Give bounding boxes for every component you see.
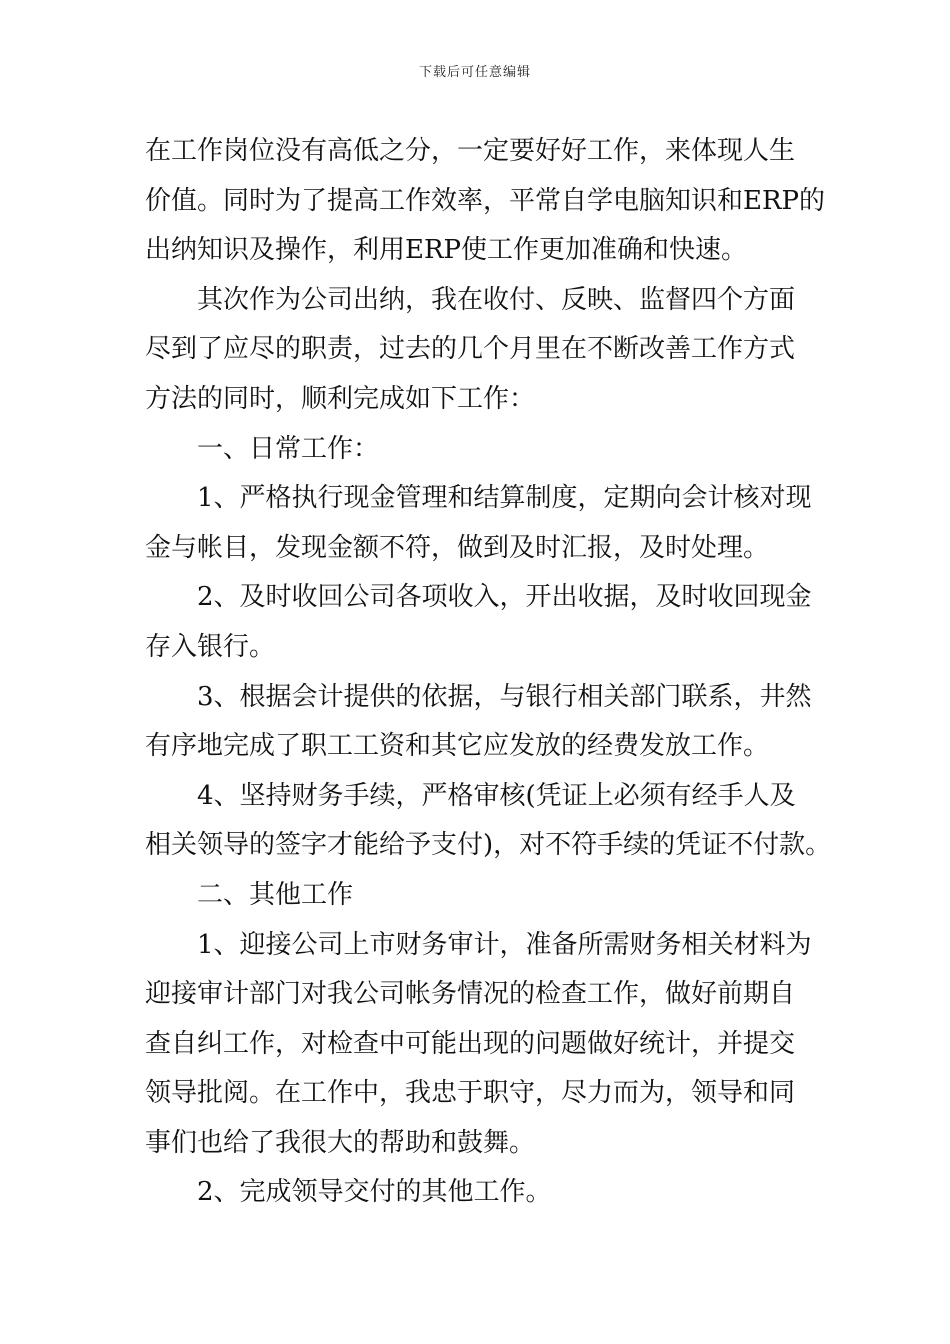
text-line: 出纳知识及操作，利用ERP使工作更加准确和快速。	[145, 235, 748, 266]
paragraph-start-line: 2、完成领导交付的其他工作。	[197, 1177, 552, 1208]
document-body	[145, 127, 832, 1218]
text-line: 方法的同时，顺利完成如下工作：	[145, 383, 536, 414]
paragraph-start-line: 其次作为公司出纳，我在收付、反映、监督四个方面	[197, 284, 796, 315]
text-line: 有序地完成了职工工资和其它应发放的经费发放工作。	[145, 731, 770, 762]
text-line: 查自纠工作，对检查中可能出现的问题做好统计，并提交	[145, 1028, 796, 1059]
page-header: 下载后可任意编辑	[418, 65, 531, 80]
section-heading-daily-work: 一、日常工作：	[197, 433, 380, 464]
paragraph-start-line: 3、根据会计提供的依据，与银行相关部门联系，井然	[197, 681, 812, 712]
text-line: 在工作岗位没有高低之分，一定要好好工作，来体现人生	[145, 136, 796, 166]
paragraph-start-line: 1、严格执行现金管理和结算制度，定期向会计核对现	[197, 483, 812, 514]
text-line: 金与帐目，发现金额不符，做到及时汇报，及时处理。	[145, 532, 770, 563]
paragraph-start-line: 2、及时收回公司各项收入，开出收据，及时收回现金	[197, 582, 812, 613]
text-line: 价值。同时为了提高工作效率，平常自学电脑知识和ERP的	[145, 185, 826, 216]
text-line: 尽到了应尽的职责，过去的几个月里在不断改善工作方式	[145, 334, 796, 365]
text-line: 相关领导的签字才能给予支付)，对不符手续的凭证不付款。	[145, 830, 832, 861]
paragraph-start-line: 1、迎接公司上市财务审计，准备所需财务相关材料为	[197, 929, 812, 960]
text-line: 领导批阅。在工作中，我忠于职守，尽力而为，领导和同	[145, 1078, 796, 1109]
section-heading-other-work: 二、其他工作	[197, 879, 354, 910]
text-line: 事们也给了我很大的帮助和鼓舞。	[145, 1127, 536, 1158]
text-line: 存入银行。	[145, 631, 276, 662]
paragraph-start-line: 4、坚持财务手续，严格审核(凭证上必须有经手人及	[197, 780, 796, 811]
text-line: 迎接审计部门对我公司帐务情况的检查工作，做好前期自	[145, 979, 796, 1010]
